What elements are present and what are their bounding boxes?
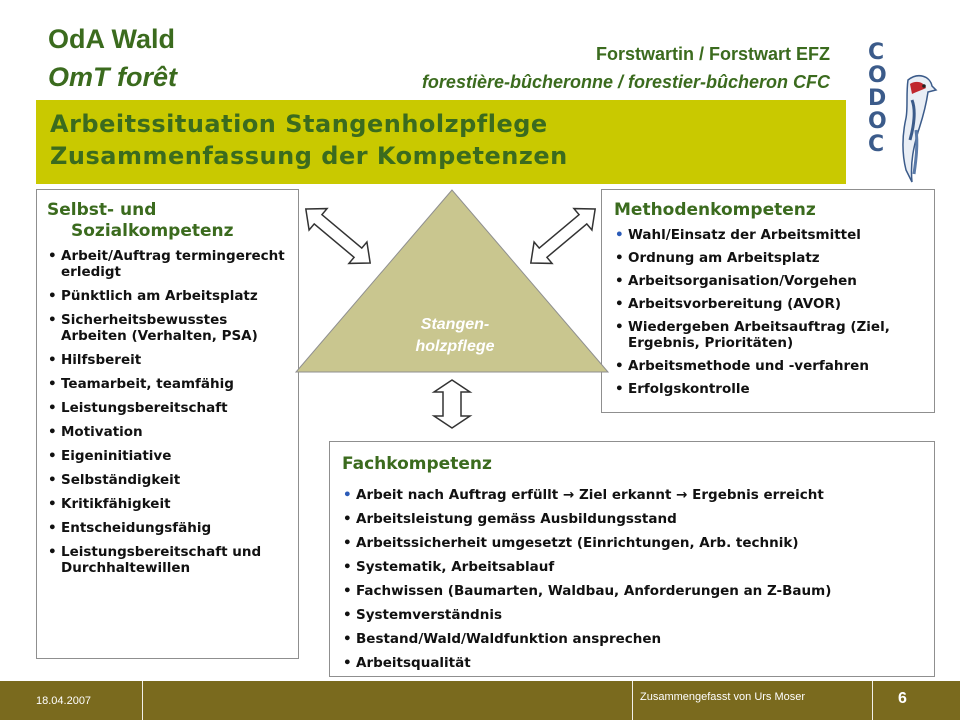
list-item: • Pünktlich am Arbeitsplatz — [47, 288, 290, 304]
list-item: • Wahl/Einsatz der Arbeitsmittel — [614, 227, 926, 243]
list-item: • Selbständigkeit — [47, 472, 290, 488]
page-number: 6 — [898, 690, 907, 707]
list-item: • Ordnung am Arbeitsplatz — [614, 250, 926, 266]
footer-divider — [632, 681, 633, 720]
logo-letter: C — [868, 132, 885, 157]
logo-letter: C — [868, 40, 885, 65]
list-item: • Arbeitsmethode und -verfahren — [614, 358, 926, 374]
footer-divider — [142, 681, 143, 720]
list-item: • Systemverständnis — [342, 607, 926, 623]
list-item: • Kritikfähigkeit — [47, 496, 290, 512]
list-item: • Hilfsbereit — [47, 352, 290, 368]
banner-line-1: Arbeitssituation Stangenholzpflege — [50, 110, 548, 138]
footer-author: Zusammengefasst von Urs Moser — [640, 691, 806, 703]
double-arrow-right-icon — [522, 198, 604, 273]
list-item: • Sicherheitsbewusstes Arbeiten (Verhalten, PSA) — [47, 312, 290, 344]
list-item: • Arbeitsqualität — [342, 655, 926, 671]
org-name-de: OdA Wald — [48, 24, 175, 54]
footer-divider — [872, 681, 873, 720]
fach-title: Fachkompetenz — [342, 454, 492, 474]
subtitle-fr: forestière-bûcheronne / forestier-bûcheron CFC — [421, 72, 830, 92]
list-item: • Arbeitsleistung gemäss Ausbildungsstand — [342, 511, 926, 527]
methoden-title: Methodenkompetenz — [614, 200, 816, 220]
logo-letter: D — [868, 86, 887, 111]
footer-date: 18.04.2007 — [36, 695, 92, 707]
selbst-title-2: Sozialkompetenz — [71, 221, 234, 241]
list-item: • Arbeit nach Auftrag erfüllt → Ziel erkannt → Ergebnis erreicht — [342, 487, 926, 503]
list-item: • Leistungsbereitschaft — [47, 400, 290, 416]
subtitle-de: Forstwartin / Forstwart EFZ — [595, 44, 830, 64]
list-item: • Eigeninitiative — [47, 448, 290, 464]
double-arrow-down-icon — [434, 380, 470, 428]
triangle-label-line-2: holzpflege — [415, 338, 495, 355]
triangle-label-line-1: Stangen- — [420, 316, 490, 333]
list-item: • Erfolgskontrolle — [614, 381, 926, 397]
list-item: • Systematik, Arbeitsablauf — [342, 559, 926, 575]
logo-letter: O — [868, 63, 887, 88]
list-item: • Arbeitsvorbereitung (AVOR) — [614, 296, 926, 312]
list-item: • Teamarbeit, teamfähig — [47, 376, 290, 392]
list-item: • Leistungsbereitschaft und Durchhaltewillen — [47, 544, 290, 576]
list-item: • Fachwissen (Baumarten, Waldbau, Anforderungen an Z-Baum) — [342, 583, 926, 599]
footer-bar — [0, 681, 960, 720]
list-item: • Motivation — [47, 424, 290, 440]
org-name-fr: OmT forêt — [48, 62, 178, 92]
list-item: • Arbeitsorganisation/Vorgehen — [614, 273, 926, 289]
banner-line-2: Zusammenfassung der Kompetenzen — [50, 142, 568, 170]
list-item: • Bestand/Wald/Waldfunktion ansprechen — [342, 631, 926, 647]
logo-letter: O — [868, 109, 887, 134]
list-item: • Wiedergeben Arbeitsauftrag (Ziel, Ergebnis, Prioritäten) — [614, 319, 926, 351]
list-item: • Arbeit/Auftrag termingerecht erledigt — [47, 248, 290, 280]
selbst-title-1: Selbst- und — [47, 200, 157, 220]
list-item: • Entscheidungsfähig — [47, 520, 290, 536]
double-arrow-left-icon — [297, 198, 379, 273]
list-item: • Arbeitssicherheit umgesetzt (Einrichtungen, Arb. technik) — [342, 535, 926, 551]
triangle-label — [380, 314, 530, 358]
